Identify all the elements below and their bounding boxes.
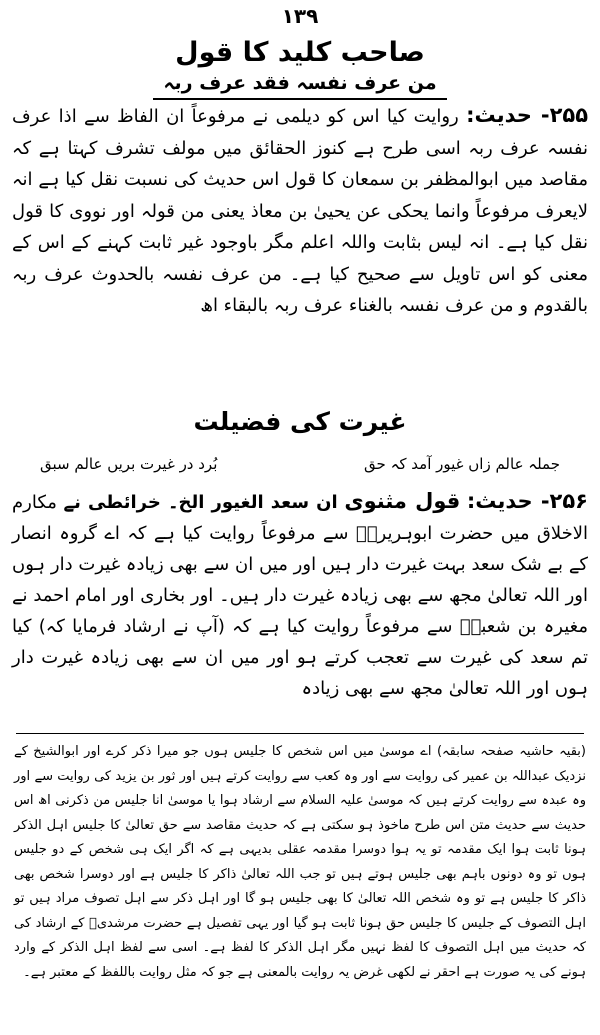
hadith-255-label: ۲۵۵- حدیث:: [466, 103, 589, 127]
title-block: [0, 36, 600, 100]
verse-left-hemistich: بُرد در غیرت بریں عالم سبق: [40, 455, 218, 473]
page-subtitle: من عرف نفسہ فقد عرف ربہ: [153, 70, 446, 100]
footnote: [14, 740, 586, 985]
verse-right-hemistich: جملہ عالم زاں غیور آمد کہ حق: [364, 455, 560, 473]
hadith-255-paragraph: [12, 100, 588, 322]
hadith-256-paragraph: [12, 486, 588, 704]
hadith-256-intro: ان سعد الغیور الخ۔ خرائطی نے: [63, 492, 338, 513]
page-title: صاحب کلید کا قول: [175, 37, 425, 68]
hadith-256-source-label: قول مثنوی: [344, 489, 461, 513]
hadith-256-text: مکارم الاخلاق میں حضرت ابوہریرہؓ سے مرفوعاً روایت کیا ہے کہ اے گروہ انصار کے بے شک سعد بہت غیرت دار ہیں اور میں ان سے بھی زیادہ غیرت دار ہوں اور اللہ تعالیٰ مجھ سے بھی زیادہ غیرت دار ہیں۔ اور بخاری اور امام احمد نے مغیرہ بن شعبہؓ سے مرفوعاً روایت کیا ہے کہ (آپ نے ارشاد فرمایا کہ) کیا تم سعد کی غیرت سے تعجب کرتے ہو اور میں ان سے بھی زیادہ غیرت دار ہوں اور اللہ تعالیٰ مجھ سے بھی زیادہ: [12, 492, 588, 699]
hadith-256-text-block: [12, 486, 588, 704]
masnavi-verse: [40, 452, 560, 476]
footnote-divider: [16, 733, 584, 734]
page-number: ۱۳۹: [281, 4, 319, 28]
hadith-255-text-block: [12, 100, 588, 322]
footnote-text: (بقیہ حاشیہ صفحہ سابقہ) اے موسیٰ میں اس شخص کا جلیس ہوں جو میرا ذکر کرے اور ابوالشیخ کے نزدیک عبداللہ بن عمیر کی روایت سے اور وہ کعب سے روایت کرتے ہیں اور ثور بن یزید کی روایت سے اور وہ عبدہ سے روایت کرتے ہیں کہ موسیٰ علیہ السلام سے ارشاد ہوا یا موسیٰ انا جلیس من ذکرنی اھ اس حدیث سے حدیث متن اس طرح ماخوذ ہو سکتی ہے کہ حدیث مقاصد سے حق تعالیٰ کا جلیس اہل الذکر ہونا ثابت ہوا ایک مقدمہ تو یہ ہوا دوسرا مقدمہ عقلی بدیہی ہے کہ اگر ایک ہی شخص کے دو جلیس ہوں تو وہ دونوں باہم بھی جلیس ہوتے ہیں تو جب اللہ تعالیٰ ذاکر کا جلیس ہے اور دوسرا شخص بھی ذاکر کا جلیس ہے تو وہ شخص اللہ تعالیٰ کا بھی جلیس ہو گا اور اہل ذکر سے اہل تصوف مراد ہیں تو اہل التصوف کے جلیس کا جلیس حق ہونا ثابت ہو گیا اور یہی تفصیل ہے حضرت مرشدیؒ کے ارشاد کی کہ حدیث میں اہل التصوف کا لفظ نہیں مگر اہل الذکر کا لفظ ہے۔ اسی سے لفظ اہل الذکر کے وارد ہونے کی یہ صورت ہے احقر نے لکھی غرض یہ روایت بالمعنی ہے جو کہ مثل روایت باللفظ کے معتبر ہے۔: [14, 744, 586, 980]
hadith-256-label: ۲۵۶- حدیث:: [466, 489, 588, 513]
section-heading-ghairat: غیرت کی فضیلت: [193, 407, 407, 436]
hadith-255-text: روایت کیا اس کو دیلمی نے مرفوعاً ان الفاظ سے اذا عرف نفسہ عرف ربہ اسی طرح ہے کنوز الحقائق میں مولف تشرف کہتا ہے کہ مقاصد میں ابوالمظفر بن سمعان کا قول اس حدیث کی نسبت نقل کیا ہے انہ لایعرف مرفوعاً وانما یحکی عن یحییٰ بن معاذ یعنی من قولہ اور نووی کا قول نقل کیا ہے۔ انہ لیس بثابت واللہ اعلم مگر باوجود غیر ثابت کہنے کے اس کے معنی کو اس تاویل سے صحیح کیا ہے۔ من عرف نفسہ بالحدوث عرف ربہ بالقدوم و من عرف نفسہ بالغناء عرف ربہ بالبقاء اھ: [12, 106, 588, 316]
